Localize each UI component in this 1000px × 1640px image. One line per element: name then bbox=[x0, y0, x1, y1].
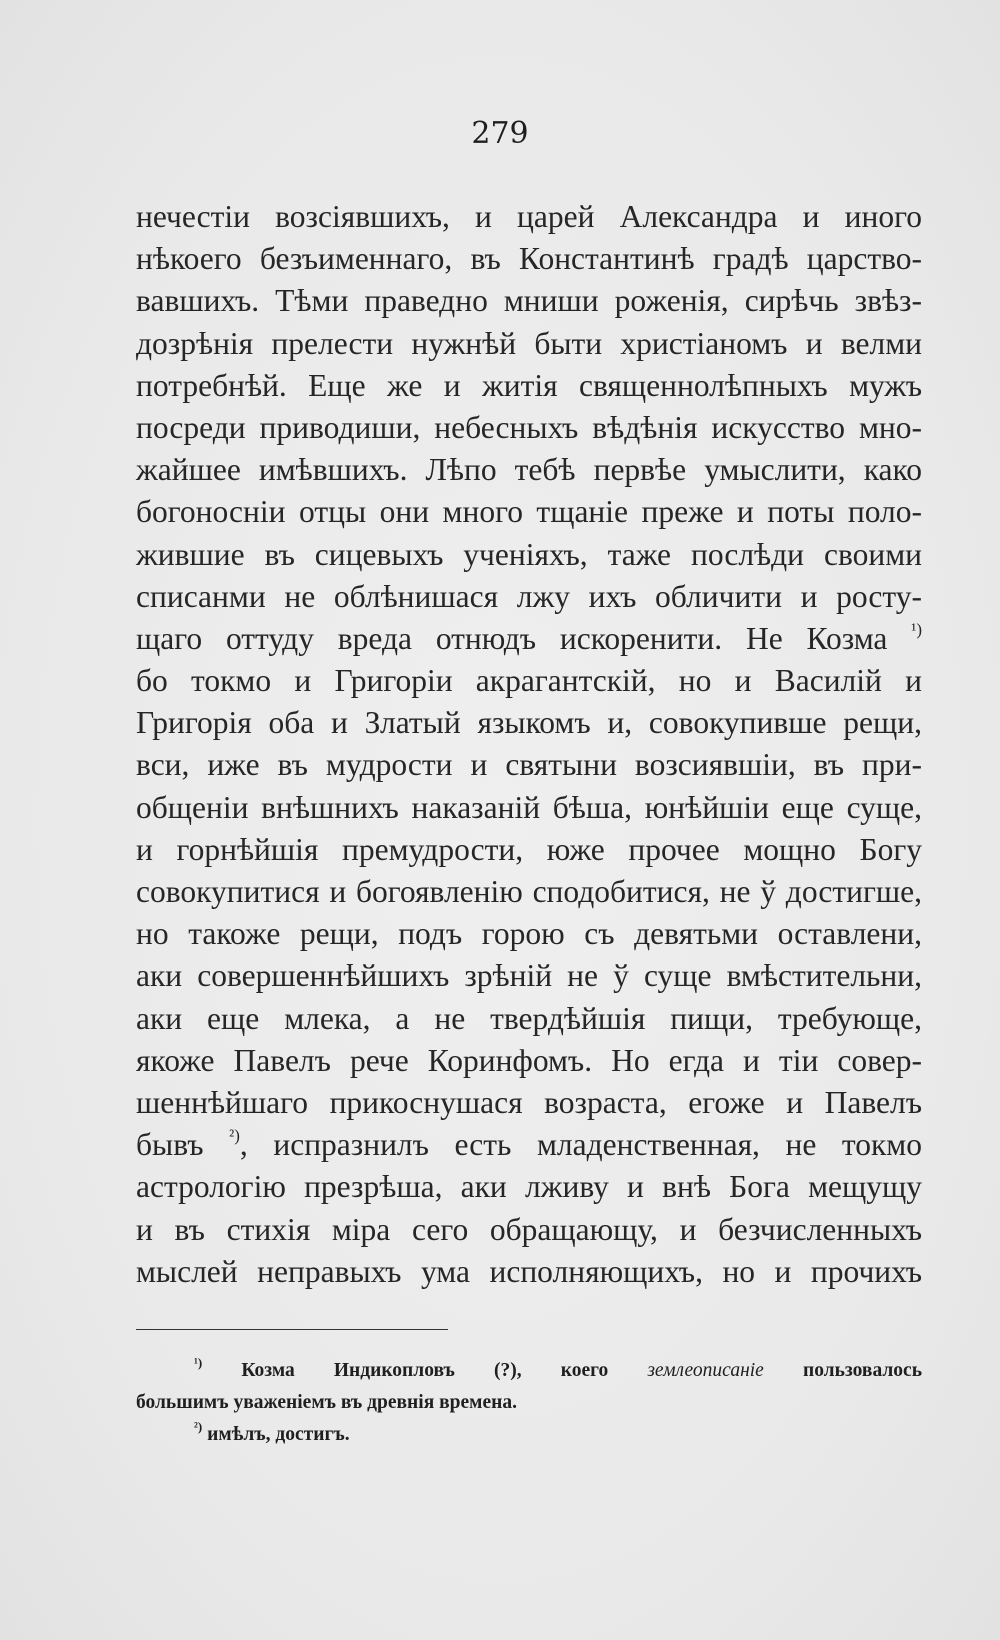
text-line: астрологію презрѣша, аки лживу и внѣ Бога мещущу bbox=[136, 1169, 922, 1205]
text-line: общеніи внѣшнихъ наказаній бѣша, юнѣйшіи еще суще, bbox=[136, 789, 922, 825]
text-line: якоже Павелъ рече Коринфомъ. Но егда и тіи совер- bbox=[136, 1042, 922, 1078]
text-line-with-footnote-2 bbox=[136, 1124, 922, 1166]
footnote-2 bbox=[136, 1419, 922, 1451]
footnote-1-text-a: Козма Индикопловъ (?), коего bbox=[241, 1360, 609, 1381]
text-line: дозрѣнія прелести нужнѣй быти христіаномъ и велми bbox=[136, 325, 922, 361]
text-line: потребнѣй. Еще же и житія священнолѣпныхъ мужъ bbox=[136, 367, 922, 403]
footnote-reference-2: ²) bbox=[229, 1126, 240, 1146]
text-line: вавшихъ. Тѣми праведно мниши роженія, сирѣчь звѣз- bbox=[136, 283, 922, 319]
footnote-1-mark: ¹) bbox=[194, 1355, 203, 1370]
text-line: бо токмо и Григоріи акрагантскій, но и Василій и bbox=[136, 663, 922, 699]
footnote-1-continuation: большимъ уваженіемъ въ древнія времена. bbox=[136, 1392, 517, 1413]
text-line: жившие въ сицевыхъ ученіяхъ, таже послѣди своими bbox=[136, 536, 922, 572]
text-line: нѣкоего безъименнаго, въ Константинѣ градѣ царство- bbox=[136, 241, 922, 277]
text-line: жайшее имѣвшихъ. Лѣпо тебѣ первѣе умыслити, како bbox=[136, 452, 922, 488]
text-line-content: щаго оттуду вреда отнюдъ искоренити. Не Козма bbox=[136, 620, 888, 656]
footnotes bbox=[136, 1355, 922, 1451]
text-line: нечестіи возсіявшихъ, и царей Александра и иного bbox=[136, 199, 922, 234]
text-line-content-b: , испразнилъ есть младенственная, не токмо bbox=[239, 1127, 922, 1163]
text-line: списанми не облѣнишася лжу ихъ обличити и росту- bbox=[136, 578, 922, 614]
text-line: совокупитися и богоявленію сподобитися, не ў достигше, bbox=[136, 874, 922, 909]
footnote-1-text-b: пользовалось bbox=[802, 1360, 923, 1381]
footnote-2-mark: ²) bbox=[194, 1419, 203, 1434]
footnote-2-text: имѣлъ, достигъ. bbox=[207, 1424, 350, 1445]
text-line: мыслей неправыхъ ума исполняющихъ, но и прочихъ bbox=[136, 1253, 922, 1289]
text-line-content-a: бывъ bbox=[136, 1127, 230, 1163]
main-text bbox=[136, 196, 922, 1293]
page-number: 279 bbox=[471, 116, 529, 151]
footnote-1-italic: землеописаніе bbox=[647, 1360, 764, 1381]
text-line: Григорія оба и Златый языкомъ и, совокупивше рещи, bbox=[136, 705, 922, 741]
footnote-1 bbox=[136, 1355, 922, 1387]
text-line: аки совершеннѣйшихъ зрѣній не ў суще вмѣстительни, bbox=[136, 958, 922, 994]
text-line-with-footnote-1 bbox=[136, 618, 922, 660]
text-line: и горнѣйшія премудрости, юже прочее мощно Богу bbox=[136, 831, 922, 867]
text-line: посреди приводиши, небесныхъ вѣдѣнія искусство мно- bbox=[136, 409, 922, 445]
footnote-separator bbox=[136, 1329, 448, 1330]
text-line: и въ стихія міра сего обращающу, и безчисленныхъ bbox=[136, 1211, 922, 1247]
text-line: аки еще млека, а не твердѣйшія пищи, требующе, bbox=[136, 1000, 922, 1036]
text-line: шеннѣйшаго прикоснушася возраста, егоже и Павелъ bbox=[136, 1084, 922, 1120]
footnote-reference-1: ¹) bbox=[911, 619, 923, 639]
text-line: вси, иже въ мудрости и святыни возсиявшіи, въ при- bbox=[136, 747, 922, 783]
text-line: но такоже рещи, подъ горою съ девятьми оставлени, bbox=[136, 916, 922, 952]
text-line: богоносніи отцы они много тщаніе преже и поты поло- bbox=[136, 494, 922, 530]
